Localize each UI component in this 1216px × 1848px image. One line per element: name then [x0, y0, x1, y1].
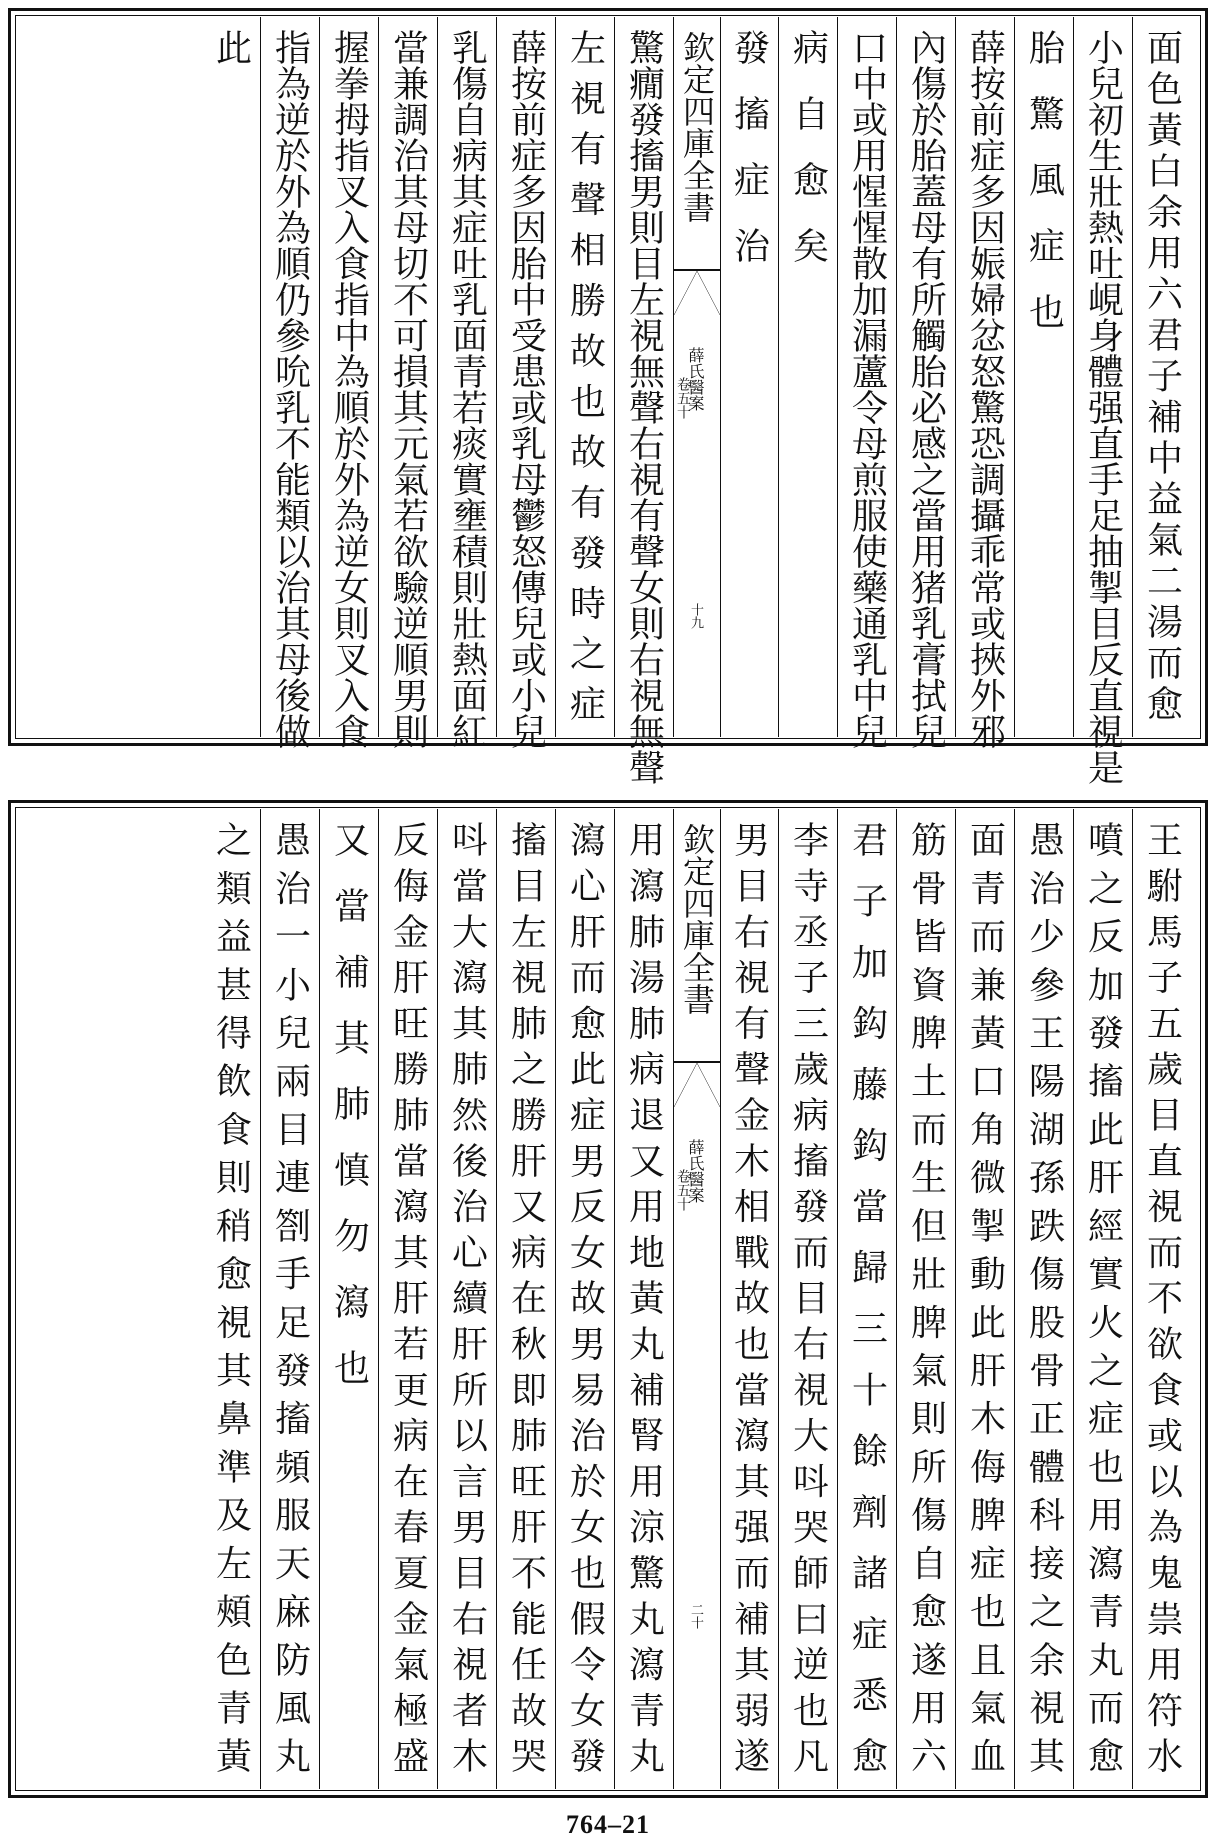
column-rule [319, 809, 320, 1789]
center-gutter [673, 809, 721, 1789]
column-rule [496, 17, 497, 737]
text-column: 口中或用惺惺散加漏蘆令母煎服使藥通乳中兒 [846, 29, 888, 749]
text-column: 胎驚風症也 [1023, 29, 1065, 359]
column-rule [896, 17, 897, 737]
center-header: 欽定四庫全書 [678, 31, 716, 223]
text-column: 筋骨皆資脾土而生但壯脾氣則所傷自愈遂用六 [905, 821, 947, 1786]
text-column: 王駙馬子五歲目直視而不欲食或以為鬼祟用符水 [1141, 821, 1183, 1783]
text-column: 瀉心肝而愈此症男反女故男易治於女也假令女發 [564, 821, 606, 1783]
text-column: 呌當大瀉其肺然後治心續肝所以言男目右視者木 [446, 821, 488, 1783]
text-column: 男目右視有聲金木相戰故也當瀉其强而補其弱遂 [728, 821, 770, 1783]
column-rule [378, 17, 379, 737]
center-volume: 卷五十 [675, 1169, 691, 1211]
text-column: 小兒初生壯熱吐峴身體强直手足抽掣目反直視是 [1082, 29, 1124, 785]
column-rule [837, 17, 838, 737]
column-rule [555, 809, 556, 1789]
column-rule [837, 809, 838, 1789]
text-column: 握拳拇指叉入食指中為順於外為逆女則叉入食 [328, 29, 370, 749]
text-column: 愚治少參王陽湖孫跌傷股骨正體科接之余視其 [1023, 821, 1065, 1786]
top-page-panel [8, 8, 1208, 785]
column-rule [378, 809, 379, 1789]
column-rule [1014, 17, 1015, 737]
column-rule [955, 17, 956, 737]
center-title: 薛氏醫案 [686, 347, 705, 411]
text-column: 愚治一小兒兩目連劄手足發搐頻服天麻防風丸 [269, 821, 311, 1786]
column-rule [778, 809, 779, 1789]
column-rule [955, 809, 956, 1789]
fish-tail-mark [674, 269, 720, 315]
text-column: 面色黃白余用六君子補中益氣二湯而愈 [1141, 29, 1183, 726]
center-title: 薛氏醫案 [686, 1139, 705, 1203]
text-column: 此 [210, 29, 252, 65]
text-column: 李寺丞子三歲病搐發而目右視大呌哭師曰逆也凡 [787, 821, 829, 1783]
column-rule [555, 17, 556, 737]
text-column: 又當補其肺慎勿瀉也 [328, 821, 370, 1415]
text-column: 薛按前症多因娠婦忿怒驚恐調攝乖常或挾外邪 [964, 29, 1006, 749]
text-column: 噴之反加發搐此肝經實火之症也用瀉青丸而愈 [1082, 821, 1124, 1786]
column-rule [496, 809, 497, 1789]
text-column: 面青而兼黃口角微掣動此肝木侮脾症也且氣血 [964, 821, 1006, 1786]
column-rule [319, 17, 320, 737]
text-column: 指為逆於外為順仍參吮乳不能類以治其母後做 [269, 29, 311, 749]
text-column: 當兼調治其母切不可損其元氣若欲驗逆順男則 [387, 29, 429, 749]
column-rule [1073, 17, 1074, 737]
column-rule [614, 809, 615, 1789]
column-rule [437, 809, 438, 1789]
column-rule [1073, 809, 1074, 1789]
column-rule [896, 809, 897, 1789]
text-column: 反侮金肝旺勝肺當瀉其肝若更病在春夏金氣極盛 [387, 821, 429, 1783]
page-number: 764–21 [566, 1810, 650, 1839]
fish-tail-mark [674, 1061, 720, 1107]
column-rule [614, 17, 615, 737]
text-column: 驚癇發搐男則目左視無聲右視有聲女則右視無聲 [623, 29, 665, 785]
text-column: 薛按前症多因胎中受患或乳母鬱怒傳兒或小兒 [505, 29, 547, 749]
center-leaf-number: 十九 [688, 603, 703, 629]
text-column: 君子加鈎藤鈎當歸三十餘劑諸症悉愈 [846, 821, 888, 1799]
text-column: 用瀉肺湯肺病退又用地黃丸補腎用涼驚丸瀉青丸 [623, 821, 665, 1783]
text-column: 搐目左視肺之勝肝又病在秋即肺旺肝不能任故哭 [505, 821, 547, 1783]
text-column: 內傷於胎蓋母有所觸胎必感之當用猪乳膏拭兒 [905, 29, 947, 749]
text-column: 乳傷自病其症吐乳面青若痰實壅積則壯熱面紅 [446, 29, 488, 749]
column-rule [1132, 17, 1133, 737]
column-rule [778, 17, 779, 737]
bottom-page-panel [8, 800, 1208, 1798]
text-column: 發搐症治 [728, 29, 770, 293]
text-column: 之類益甚得飲食則稍愈視其鼻準及左頰色青黃 [210, 821, 252, 1786]
column-rule [1014, 809, 1015, 1789]
text-column: 病自愈矣 [787, 29, 829, 293]
column-rule [260, 809, 261, 1789]
column-rule [260, 17, 261, 737]
center-header: 欽定四庫全書 [678, 823, 716, 1015]
column-rule [437, 17, 438, 737]
column-rule [1132, 809, 1133, 1789]
center-leaf-number: 二十 [688, 1603, 703, 1629]
center-gutter [673, 17, 721, 737]
text-column: 左視有聲相勝故也故有發時之症 [564, 29, 606, 736]
center-volume: 卷五十 [675, 377, 691, 419]
